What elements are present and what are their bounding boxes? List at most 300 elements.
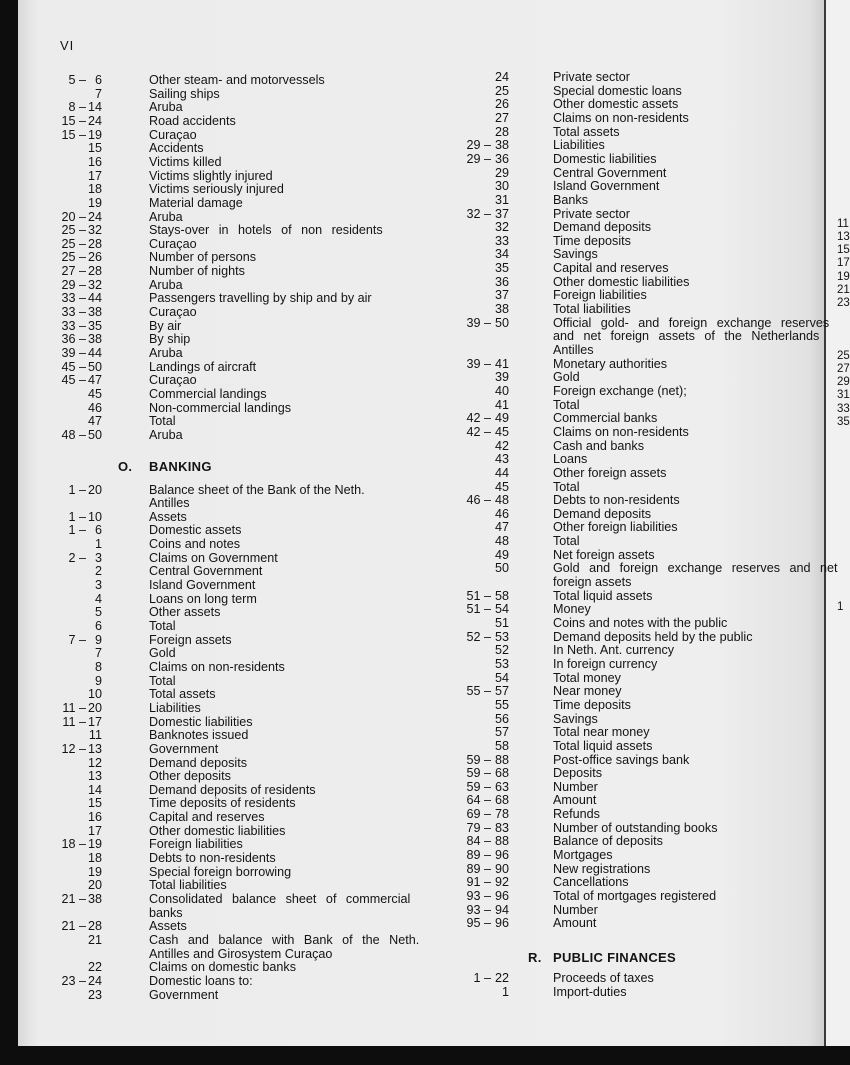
table-title: Foreign liabilities [149, 837, 243, 852]
table-range-start: 59 – [461, 780, 491, 794]
table-number: 7 [94, 86, 102, 101]
table-range-start: 64 – [461, 793, 491, 807]
table-number: 43 [494, 452, 509, 467]
table-number: 21 [87, 932, 102, 947]
table-range-start: 11 – [56, 701, 86, 715]
facing-page-number: 27 [837, 363, 850, 375]
table-number: 38 [87, 332, 102, 347]
table-title: Other foreign assets [553, 465, 667, 480]
table-title: In Neth. Ant. currency [553, 643, 675, 658]
table-number: 48 [494, 493, 509, 508]
table-number: 53 [494, 656, 509, 671]
table-number: 38 [494, 302, 509, 317]
table-number: 96 [494, 848, 509, 863]
table-title: Amount [553, 916, 597, 931]
table-title: Curaçao [149, 127, 197, 142]
table-number: 88 [494, 752, 509, 767]
table-number: 3 [94, 550, 102, 565]
table-number: 20 [87, 700, 102, 715]
table-title: Total [149, 414, 176, 429]
section-title: PUBLIC FINANCES [553, 949, 676, 965]
table-title: Time deposits [553, 233, 631, 248]
table-number: 12 [87, 755, 102, 770]
table-number: 57 [494, 684, 509, 699]
table-number: 45 [87, 386, 102, 401]
table-number: 50 [87, 359, 102, 374]
table-number: 56 [494, 711, 509, 726]
table-title: Claims on non-residents [149, 659, 285, 674]
table-number: 9 [94, 673, 102, 688]
table-number: 24 [87, 973, 102, 988]
table-title: Capital and reserves [149, 810, 265, 825]
table-number: 41 [494, 397, 509, 412]
facing-page-edge [826, 0, 850, 1046]
table-range-start: 84 – [461, 834, 491, 848]
table-range-start: 21 – [56, 919, 86, 933]
table-number: 35 [87, 318, 102, 333]
table-title: Curaçao [149, 373, 197, 388]
table-title: Curaçao [149, 305, 197, 320]
table-number: 94 [494, 902, 509, 917]
table-title: Non-commercial landings [149, 400, 292, 415]
table-range-start: 45 – [56, 373, 86, 387]
table-range-start: 1 – [56, 523, 86, 537]
table-number: 37 [494, 288, 509, 303]
table-number: 38 [494, 138, 509, 153]
table-title: Time deposits of residents [149, 796, 296, 811]
table-number: 27 [494, 110, 509, 125]
table-range-start: 11 – [56, 715, 86, 729]
table-number: 13 [87, 769, 102, 784]
table-title: Demand deposits held by the public [553, 629, 753, 644]
table-range-start: 39 – [461, 316, 491, 330]
table-number: 7 [94, 646, 102, 661]
table-title: Aruba [149, 209, 183, 224]
table-title: Central Government [149, 564, 263, 579]
table-number: 40 [494, 383, 509, 398]
facing-page-number: 31 [837, 389, 850, 401]
table-title: Aruba [149, 427, 183, 442]
table-number: 17 [87, 168, 102, 183]
table-range-start: 39 – [56, 346, 86, 360]
table-title: Victims seriously injured [149, 182, 284, 197]
table-range-start: 39 – [461, 357, 491, 371]
table-title: Other domestic assets [553, 97, 679, 112]
table-number: 18 [87, 851, 102, 866]
table-title: Capital and reserves [553, 261, 669, 276]
table-title: Proceeds of taxes [553, 970, 654, 985]
table-title: banks [149, 905, 183, 920]
table-title: Net foreign assets [553, 547, 655, 562]
table-title: Other deposits [149, 769, 231, 784]
table-number: 18 [87, 182, 102, 197]
table-number: 83 [494, 820, 509, 835]
table-number: 38 [87, 892, 102, 906]
table-number: 28 [87, 236, 102, 251]
table-range-start: 8 – [56, 100, 86, 114]
table-title: Total liabilities [149, 878, 227, 893]
table-number: 45 [494, 424, 509, 439]
table-range-start: 93 – [461, 889, 491, 903]
table-number: 1 [94, 537, 102, 552]
table-range-start: 33 – [56, 291, 86, 305]
table-title: Other assets [149, 605, 221, 620]
table-title: Aruba [149, 346, 183, 360]
facing-page-number: 21 [837, 284, 850, 296]
table-title: Total [149, 673, 176, 688]
facing-page-number: 13 [837, 231, 850, 243]
table-title: Cancellations [553, 875, 629, 890]
table-title: Accidents [149, 141, 204, 156]
table-number: 36 [494, 151, 509, 166]
table-number: 68 [494, 793, 509, 808]
table-number: 44 [87, 346, 102, 360]
table-number: 1 [501, 984, 509, 999]
table-title: By air [149, 318, 182, 333]
right-table-list [18, 0, 838, 1046]
table-title: Cash and banks [553, 438, 645, 453]
table-number: 28 [494, 124, 509, 139]
table-number: 24 [87, 209, 102, 224]
table-number: 38 [87, 305, 102, 320]
table-title: Amount [553, 793, 597, 808]
table-range-start: 36 – [56, 332, 86, 346]
table-range-start: 45 – [56, 360, 86, 374]
table-number: 46 [87, 400, 102, 415]
table-number: 10 [87, 509, 102, 524]
table-range-start: 42 – [461, 411, 491, 425]
table-title: Private sector [553, 70, 630, 84]
table-number: 20 [87, 878, 102, 893]
facing-page-number: 23 [837, 297, 850, 309]
table-range-start: 89 – [461, 848, 491, 862]
table-range-start: 25 – [56, 237, 86, 251]
table-range-start: 52 – [461, 630, 491, 644]
table-number: 26 [87, 250, 102, 265]
table-range-start: 32 – [461, 207, 491, 221]
table-number: 3 [94, 578, 102, 593]
table-number: 32 [87, 223, 102, 238]
table-title: Official gold- and foreign exchange reserves [553, 315, 830, 330]
table-title: Commercial landings [149, 386, 267, 401]
table-range-start: 42 – [461, 425, 491, 439]
table-number: 24 [87, 113, 102, 128]
table-title: Total liquid assets [553, 738, 653, 753]
table-range-start: 46 – [461, 493, 491, 507]
table-title: Savings [553, 247, 598, 262]
table-title: Other domestic liabilities [149, 823, 286, 838]
table-number: 96 [494, 916, 509, 931]
facing-page-number: 19 [837, 271, 850, 283]
table-range-start: 1 – [461, 971, 491, 985]
table-range-start: 25 – [56, 250, 86, 264]
table-title: Import-duties [553, 984, 627, 999]
table-title: Number of outstanding books [553, 820, 718, 835]
table-title: Passengers travelling by ship and by air [149, 291, 372, 306]
table-number: 20 [87, 482, 102, 497]
table-title: Domestic liabilities [553, 151, 657, 166]
table-title: Demand deposits [553, 506, 652, 521]
facing-page-number: 15 [837, 244, 850, 256]
table-title: Coins and notes with the public [553, 616, 728, 630]
table-number: 6 [94, 73, 102, 87]
table-number: 49 [494, 547, 509, 562]
table-title: Refunds [553, 807, 600, 822]
table-number: 16 [87, 810, 102, 825]
table-title: Total [553, 534, 580, 549]
table-number: 53 [494, 629, 509, 644]
table-number: 22 [87, 960, 102, 975]
table-number: 55 [494, 697, 509, 712]
table-title: Stays-over in hotels of non residents [149, 223, 383, 238]
table-title: Demand deposits [553, 220, 652, 235]
table-title: Assets [149, 919, 187, 934]
table-title: Demand deposits [149, 755, 248, 770]
table-number: 47 [87, 414, 102, 429]
table-range-start: 23 – [56, 974, 86, 988]
table-number: 50 [87, 427, 102, 442]
table-number: 58 [494, 738, 509, 753]
table-number: 11 [88, 728, 102, 743]
table-title: Assets [149, 509, 187, 524]
table-range-start: 1 – [56, 483, 86, 497]
table-title: Number of nights [149, 264, 245, 279]
table-title: Central Government [553, 165, 667, 180]
table-title: Total [553, 397, 580, 412]
table-title: Total assets [553, 124, 620, 139]
table-number: 13 [87, 741, 102, 756]
table-number: 46 [494, 506, 509, 521]
table-title: Curaçao [149, 236, 197, 251]
table-title: New registrations [553, 861, 651, 876]
table-number: 96 [494, 889, 509, 903]
table-number: 17 [87, 823, 102, 838]
table-range-start: 12 – [56, 742, 86, 756]
table-number: 6 [94, 619, 102, 633]
table-title: Loans [553, 452, 588, 467]
table-range-start: 51 – [461, 589, 491, 603]
table-title: Sailing ships [149, 86, 220, 101]
table-title: Balance sheet of the Bank of the Neth. [149, 482, 365, 497]
table-title: Savings [553, 711, 598, 726]
table-number: 54 [494, 670, 509, 685]
table-number: 68 [494, 766, 509, 781]
table-range-start: 95 – [461, 916, 491, 930]
table-title: Debts to non-residents [553, 493, 680, 508]
table-number: 8 [94, 659, 102, 674]
table-title: Demand deposits of residents [149, 782, 316, 797]
table-title: Banks [553, 192, 589, 207]
table-range-start: 25 – [56, 223, 86, 237]
table-number: 44 [87, 291, 102, 306]
table-title: Balance of deposits [553, 834, 663, 849]
table-number: 19 [87, 195, 102, 210]
table-number: 5 [94, 605, 102, 620]
table-title: Road accidents [149, 113, 236, 128]
table-title: Special foreign borrowing [149, 864, 292, 879]
facing-page-number: 1 [837, 601, 844, 613]
table-range-start: 21 – [56, 892, 86, 906]
table-title: Antilles [553, 343, 594, 357]
table-number: 25 [494, 83, 509, 98]
table-number: 50 [494, 315, 509, 330]
table-number: 92 [494, 875, 509, 890]
facing-page-number: 35 [837, 416, 850, 428]
facing-page-number: 25 [837, 350, 850, 362]
facing-page-number: 29 [837, 376, 850, 388]
table-number: 45 [494, 479, 509, 494]
table-title: Claims on non-residents [553, 424, 689, 439]
table-title: Deposits [553, 766, 602, 781]
table-title: Debts to non-residents [149, 851, 276, 866]
table-title: Other domestic liabilities [553, 274, 690, 289]
table-title: Aruba [149, 100, 183, 115]
table-number: 19 [87, 864, 102, 879]
table-title: Victims killed [149, 154, 222, 169]
table-range-start: 29 – [461, 138, 491, 152]
table-title: Coins and notes [149, 537, 241, 552]
table-number: 28 [87, 919, 102, 934]
table-title: and net foreign assets of the Netherlands [553, 329, 820, 344]
table-range-start: 48 – [56, 428, 86, 442]
table-title: Loans on long term [149, 591, 257, 606]
table-title: Other foreign liabilities [553, 520, 678, 535]
table-title: Number [553, 779, 598, 794]
table-range-start: 15 – [56, 128, 86, 142]
table-number: 33 [494, 233, 509, 248]
table-range-start: 1 – [56, 510, 86, 524]
table-number: 2 [94, 564, 102, 579]
table-number: 63 [494, 779, 509, 794]
table-title: Gold and foreign exchange reserves and net [553, 561, 838, 576]
table-title: Domestic liabilities [149, 714, 253, 729]
table-title: Total near money [553, 725, 650, 740]
table-number: 58 [494, 588, 509, 603]
table-title: Special domestic loans [553, 83, 682, 98]
table-range-start: 20 – [56, 210, 86, 224]
table-range-start: 33 – [56, 319, 86, 333]
table-number: 31 [494, 192, 509, 207]
table-title: Private sector [553, 206, 630, 221]
table-number: 6 [94, 523, 102, 538]
table-range-start: 29 – [56, 278, 86, 292]
table-number: 23 [87, 987, 102, 1002]
table-title: Government [149, 987, 219, 1002]
table-title: Material damage [149, 195, 243, 210]
table-number: 88 [494, 834, 509, 849]
table-title: Gold [149, 646, 176, 661]
section-letter: O. [118, 459, 133, 475]
table-range-start: 79 – [461, 821, 491, 835]
table-number: 19 [87, 837, 102, 852]
table-title: Government [149, 741, 219, 756]
table-title: Money [553, 602, 591, 617]
table-number: 52 [494, 643, 509, 658]
table-range-start: 7 – [56, 633, 86, 647]
table-title: Total liquid assets [553, 588, 653, 603]
table-title: Foreign assets [149, 632, 232, 647]
table-number: 24 [494, 70, 509, 84]
table-range-start: 93 – [461, 903, 491, 917]
table-range-start: 55 – [461, 684, 491, 698]
table-number: 47 [87, 373, 102, 388]
table-title: Other steam- and motorvessels [149, 73, 325, 87]
table-title: Number of persons [149, 250, 257, 265]
table-number: 36 [494, 274, 509, 289]
table-number: 9 [94, 632, 102, 647]
table-number: 54 [494, 602, 509, 617]
table-title: Number [553, 902, 598, 917]
table-number: 51 [494, 616, 509, 630]
section-letter: R. [528, 949, 542, 965]
table-title: In foreign currency [553, 656, 658, 671]
table-title: Domestic assets [149, 523, 242, 538]
table-number: 50 [494, 561, 509, 576]
table-range-start: 59 – [461, 766, 491, 780]
table-number: 39 [494, 370, 509, 385]
table-number: 35 [494, 261, 509, 276]
table-title: Aruba [149, 277, 183, 292]
table-number: 4 [94, 591, 102, 606]
table-range-start: 2 – [56, 551, 86, 565]
table-title: Monetary authorities [553, 356, 668, 371]
facing-page-number: 17 [837, 257, 850, 269]
table-number: 41 [494, 356, 509, 371]
document-page [18, 0, 838, 1046]
table-number: 15 [87, 141, 102, 156]
table-range-start: 5 – [56, 73, 86, 87]
table-title: Mortgages [553, 848, 613, 863]
table-range-start: 91 – [461, 875, 491, 889]
facing-page-number: 33 [837, 403, 850, 415]
table-title: Island Government [149, 578, 256, 593]
table-number: 26 [494, 97, 509, 112]
table-title: Antilles [149, 496, 190, 511]
section-title: BANKING [149, 459, 212, 475]
table-title: Total assets [149, 687, 216, 702]
table-title: Claims on domestic banks [149, 960, 296, 975]
table-number: 37 [494, 206, 509, 221]
table-range-start: 15 – [56, 114, 86, 128]
table-title: Victims slightly injured [149, 168, 273, 183]
table-title: Cash and balance with Bank of the Neth. [149, 932, 420, 947]
table-number: 32 [494, 220, 509, 235]
table-range-start: 69 – [461, 807, 491, 821]
table-title: Liabilities [553, 138, 605, 153]
table-number: 47 [494, 520, 509, 535]
page-number: VI [60, 38, 75, 53]
table-number: 49 [494, 411, 509, 426]
table-number: 90 [494, 861, 509, 876]
table-number: 14 [87, 100, 102, 115]
table-title: Claims on Government [149, 550, 278, 565]
table-number: 34 [494, 247, 509, 262]
table-number: 16 [87, 154, 102, 169]
table-title: Gold [553, 370, 580, 385]
table-number: 28 [87, 264, 102, 279]
table-title: Total [149, 619, 176, 633]
table-number: 48 [494, 534, 509, 549]
table-title: Total liabilities [553, 302, 631, 317]
table-number: 57 [494, 725, 509, 740]
table-title: Foreign exchange (net); [553, 383, 687, 398]
table-title: Total [553, 479, 580, 494]
table-title: Liabilities [149, 700, 201, 715]
table-range-start: 51 – [461, 602, 491, 616]
table-number: 30 [494, 179, 509, 194]
table-range-start: 59 – [461, 753, 491, 767]
table-title: Domestic loans to: [149, 973, 253, 988]
